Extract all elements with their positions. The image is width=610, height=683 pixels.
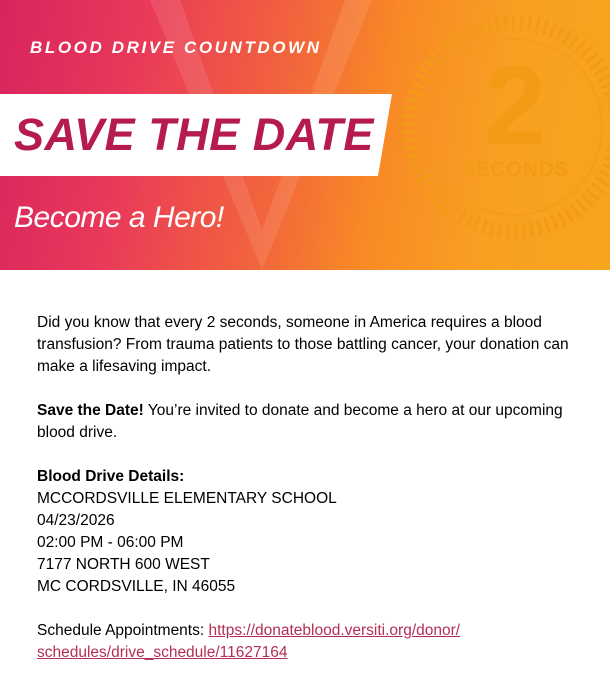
details-heading: Blood Drive Details:	[37, 468, 185, 485]
intro-paragraph: Did you know that every 2 seconds, someone in America requires a blood transfusion? From trauma patients to those battling cancer, your donation can make a lifesaving impact.	[37, 314, 569, 375]
countdown-number: 2	[483, 43, 547, 168]
save-text: You’re invited to donate and become a hero at our upcoming blood drive.	[37, 402, 563, 441]
headline: SAVE THE DATE	[14, 109, 374, 160]
tagline: Become a Hero!	[14, 201, 224, 234]
save-label: Save the Date!	[37, 402, 144, 419]
drive-date: 04/23/2026	[37, 512, 115, 529]
header-banner	[0, 0, 610, 270]
save-paragraph	[37, 400, 582, 444]
banner-kicker: BLOOD DRIVE COUNTDOWN	[30, 38, 322, 57]
countdown-unit: SECONDS	[461, 158, 569, 181]
address-line: 7177 NORTH 600 WEST	[37, 556, 210, 573]
schedule-label: Schedule Appointments:	[37, 622, 209, 639]
email-body	[37, 312, 582, 664]
schedule-link-part2[interactable]: schedules/drive_schedule/11627164	[37, 644, 288, 661]
location-name: MCCORDSVILLE ELEMENTARY SCHOOL	[37, 490, 337, 507]
schedule-link-part1[interactable]: https://donateblood.versiti.org/donor/	[208, 622, 461, 639]
city-line: MC CORDSVILLE, IN 46055	[37, 578, 236, 595]
drive-time: 02:00 PM - 06:00 PM	[37, 534, 184, 551]
schedule-paragraph	[37, 620, 582, 664]
